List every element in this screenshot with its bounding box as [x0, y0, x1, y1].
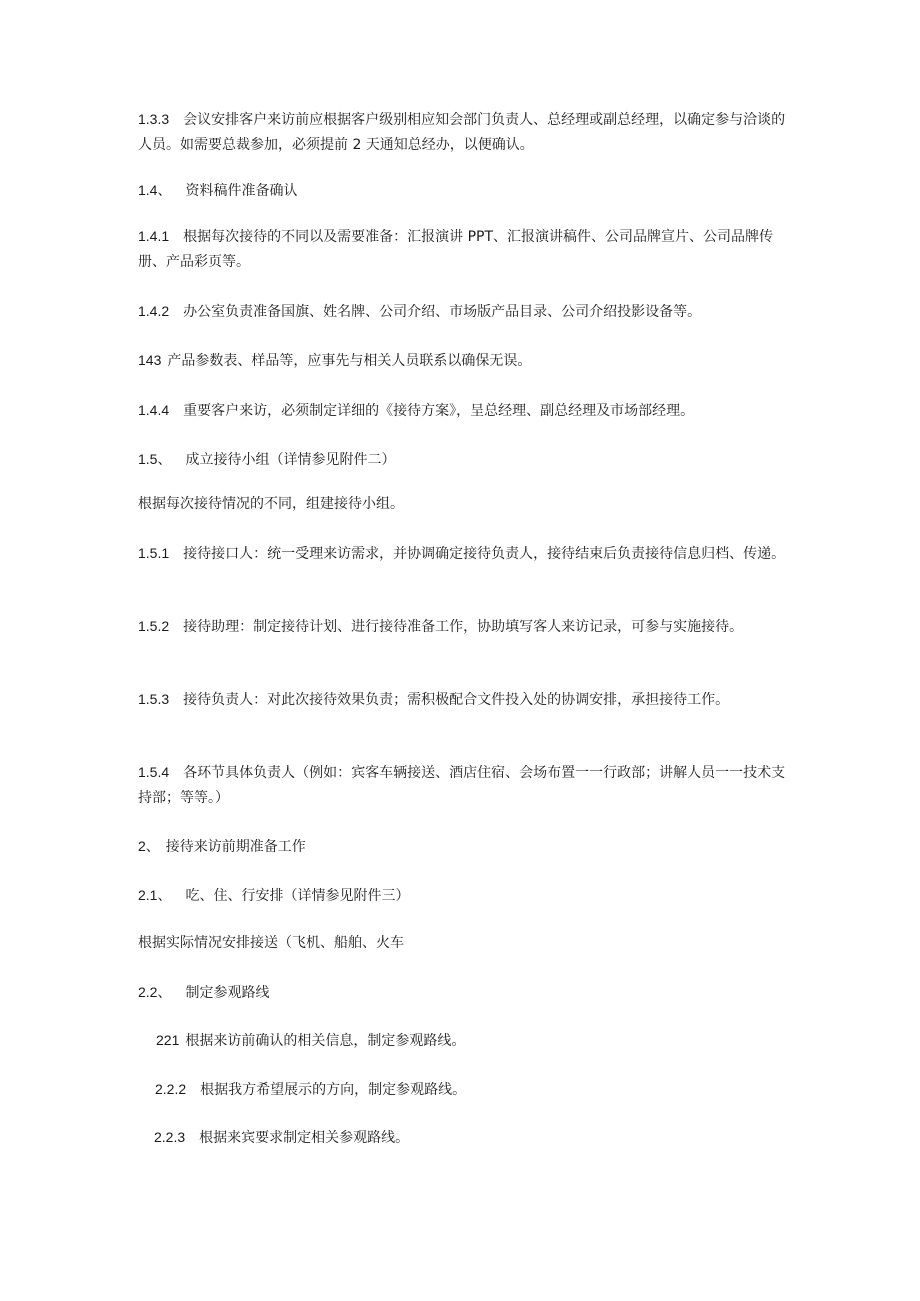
section-number: 221 — [156, 1032, 180, 1048]
paragraph-text: 接待接口人：统一受理来访需求，并协调确定接待负责人，接待结束后负责接待信息归档、传递。 — [183, 546, 786, 562]
heading-text: 制定参观路线 — [185, 985, 270, 1001]
paragraph-2-2-3 — [154, 1125, 804, 1151]
paragraph-1-5-3 — [138, 687, 788, 713]
paragraph-1-4-2 — [138, 299, 788, 325]
paragraph-2-2-2 — [155, 1077, 805, 1103]
section-number: 1.5.3 — [138, 691, 170, 707]
paragraph-text: 产品参数表、样品等，应事先与相关人员联系以确保无误。 — [167, 353, 532, 369]
heading-2-2 — [138, 980, 788, 1006]
heading-text: 吃、住、行安排（详情参见附件三） — [185, 888, 410, 904]
paragraph-1-4-1 — [138, 224, 788, 275]
paragraph-text: 会议安排客户来访前应根据客户级别相应知会部门负责人、总经理或副总经理，以确定参与洽谈的人员。如需要总裁参加，必须提前 2 天通知总经办，以便确认。 — [138, 112, 786, 153]
paragraph-2-2-1 — [156, 1028, 806, 1054]
heading-text: 资料稿件准备确认 — [185, 183, 298, 199]
section-number: 2.2.3 — [154, 1129, 186, 1145]
paragraph-text: 接待助理：制定接待计划、进行接待准备工作，协助填写客人来访记录，可参与实施接待。 — [183, 619, 744, 635]
section-number: 143 — [138, 352, 162, 368]
section-number: 1.5、 — [138, 451, 172, 467]
paragraph-text: 根据来宾要求制定相关参观路线。 — [199, 1130, 410, 1146]
heading-1-4 — [138, 178, 788, 204]
paragraph-text: 根据来访前确认的相关信息，制定参观路线。 — [185, 1033, 466, 1049]
section-number: 1.4.2 — [138, 303, 170, 319]
section-number: 1.3.3 — [138, 111, 170, 127]
paragraph-1-5-1 — [138, 541, 788, 567]
paragraph-text: 重要客户来访，必须制定详细的《接待方案》，呈总经理、副总经理及市场部经理。 — [183, 403, 695, 419]
paragraph-1-5-2 — [138, 614, 788, 640]
paragraph-1-5-intro — [138, 492, 788, 517]
section-number: 1.4.4 — [138, 402, 170, 418]
section-number: 1.5.4 — [138, 764, 170, 780]
paragraph-text: 办公室负责准备国旗、姓名牌、公司介绍、市场版产品目录、公司介绍投影设备等。 — [183, 304, 702, 320]
section-number: 1.4、 — [138, 182, 172, 198]
section-number: 1.5.2 — [138, 618, 170, 634]
section-number: 2.2、 — [138, 984, 172, 1000]
paragraph-text: 接待负责人：对此次接待效果负责；需积极配合文件投入处的协调安排，承担接待工作。 — [183, 692, 730, 708]
section-number: 1.5.1 — [138, 545, 170, 561]
paragraph-2-1-intro — [138, 931, 788, 956]
paragraph-text: 根据每次接待的不同以及需要准备：汇报演讲 PPT、汇报演讲稿件、公司品牌宣片、公司品牌传册、产品彩页等。 — [138, 229, 774, 270]
heading-text: 接待来访前期准备工作 — [165, 839, 306, 855]
paragraph-text: 根据实际情况安排接送（飞机、船舶、火车 — [138, 935, 404, 951]
paragraph-1-4-3 — [138, 348, 788, 374]
paragraph-1-4-4 — [138, 398, 788, 424]
section-number: 2.1、 — [138, 887, 172, 903]
heading-2-1 — [138, 883, 788, 909]
section-number: 1.4.1 — [138, 228, 170, 244]
section-number: 2、 — [138, 838, 160, 854]
heading-1-5 — [138, 447, 788, 473]
section-number: 2.2.2 — [155, 1081, 187, 1097]
paragraph-1-3-3 — [138, 107, 788, 158]
paragraph-1-5-4 — [138, 760, 788, 811]
paragraph-text: 各环节具体负责人（例如：宾客车辆接送、酒店住宿、会场布置一一行政部；讲解人员一一技术支持部；等等。） — [138, 765, 786, 806]
heading-text: 成立接待小组（详情参见附件二） — [185, 452, 396, 468]
heading-2 — [138, 834, 788, 860]
paragraph-text: 根据每次接待情况的不同，组建接待小组。 — [138, 496, 404, 512]
paragraph-text: 根据我方希望展示的方向，制定参观路线。 — [200, 1082, 467, 1098]
